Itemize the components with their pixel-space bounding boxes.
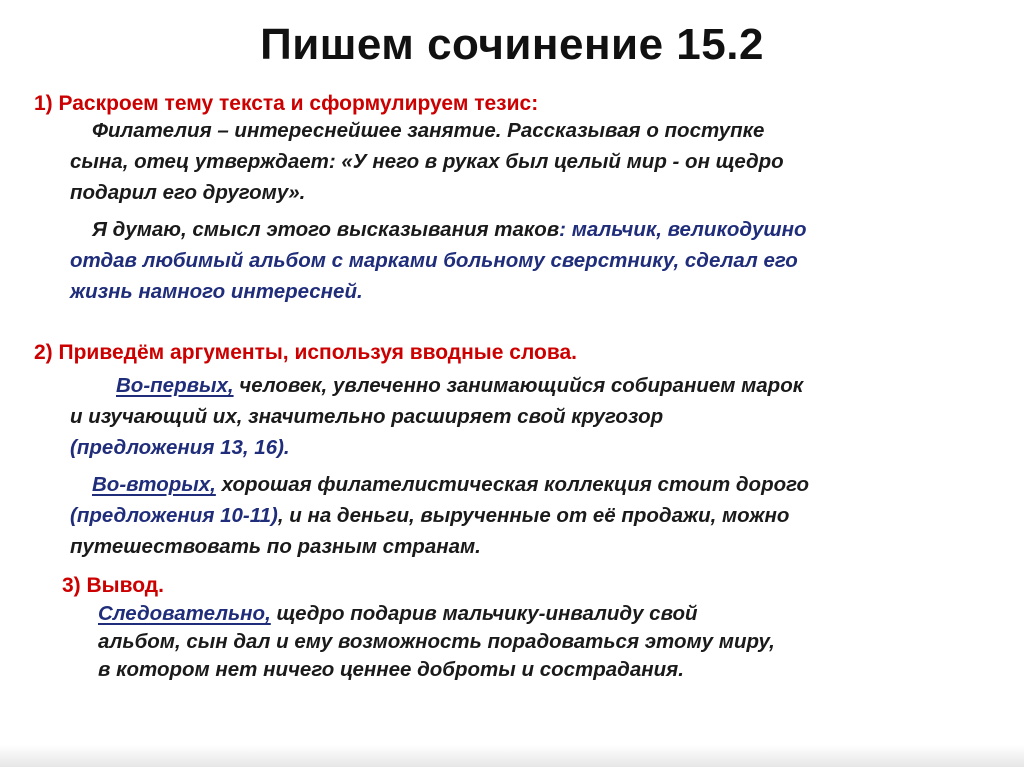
- section1-p2-intro: Я думаю, смысл этого высказывания таков: [92, 218, 560, 241]
- conclusion-marker: Следовательно,: [98, 602, 271, 625]
- section1-p1-line2: сына, отец утверждает: «У него в руках был целый мир - он щедро: [70, 150, 784, 173]
- section3-heading: 3) Вывод.: [62, 574, 164, 597]
- section1-paragraph2: [70, 214, 807, 307]
- conclusion-line2: альбом, сын дал и ему возможность порадоваться этому миру,: [98, 630, 775, 653]
- slide-title: Пишем сочинение 15.2: [260, 20, 764, 69]
- argument2-marker: Во-вторых,: [92, 473, 216, 496]
- conclusion-line3: в котором нет ничего ценнее доброты и сострадания.: [98, 658, 684, 681]
- section2-argument1: [70, 370, 803, 463]
- section1-p2-colon: :: [559, 218, 572, 241]
- section1-p1-line1: Филателия – интереснейшее занятие. Рассказывая о поступке: [92, 119, 765, 142]
- section2-heading: 2) Приведём аргументы, используя вводные слова.: [34, 341, 577, 364]
- argument2-line3: путешествовать по разным странам.: [70, 535, 481, 558]
- argument1-line2: и изучающий их, значительно расширяет свой кругозор: [70, 405, 664, 428]
- argument2-line2: , и на деньги, вырученные от её продажи, можно: [277, 504, 790, 527]
- argument2-line1: хорошая филателистическая коллекция стоит дорого: [215, 473, 810, 496]
- argument1-line3: (предложения 13, 16).: [70, 436, 290, 459]
- section1-p1-line3: подарил его другому».: [70, 181, 306, 204]
- section1-p2-line2: отдав любимый альбом с марками больному сверстнику, сделал его: [70, 249, 798, 272]
- section1-heading: 1) Раскроем тему текста и сформулируем тезис:: [34, 92, 539, 115]
- section1-p2-line3: жизнь намного интересней.: [70, 280, 363, 303]
- section1-p2-blue: мальчик, великодушно: [571, 218, 807, 241]
- slide-bottom-shadow: [0, 745, 1024, 767]
- conclusion-line1: щедро подарив мальчику-инвалиду свой: [270, 602, 698, 625]
- argument1-line1: человек, увлеченно занимающийся собиранием марок: [233, 374, 804, 397]
- section1-paragraph1: [70, 115, 784, 208]
- section2-argument2: [70, 469, 809, 562]
- argument1-marker: Во-первых,: [116, 374, 234, 397]
- argument2-reference: (предложения 10-11): [70, 504, 278, 527]
- section3-conclusion: [98, 600, 775, 684]
